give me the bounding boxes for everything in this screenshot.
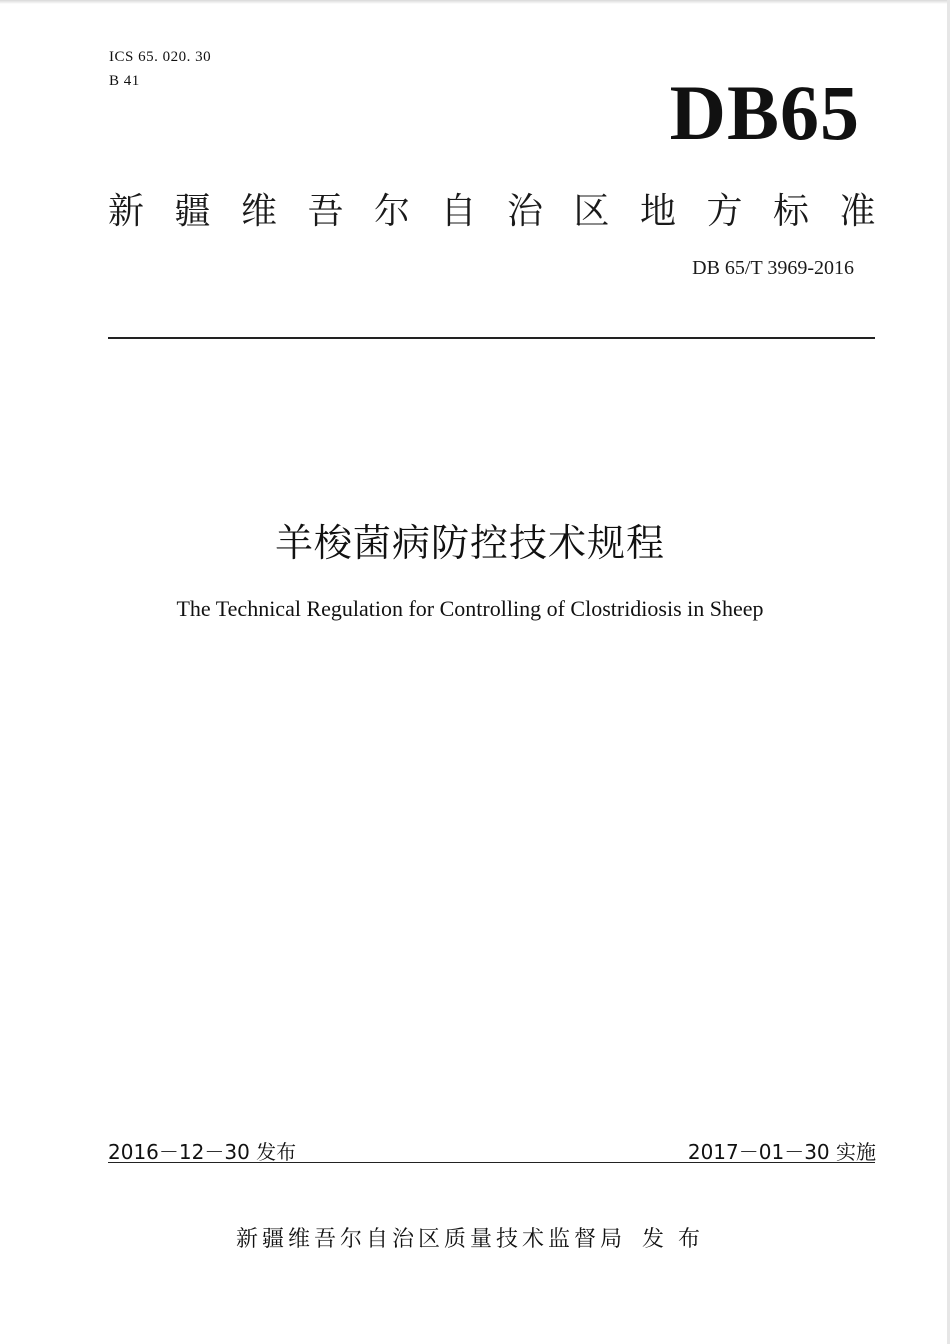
issue-date: 2016－12－30 发布 [108, 1140, 297, 1164]
publisher-name: 新疆维吾尔自治区质量技术监督局 [235, 1227, 626, 1252]
classification-codes [109, 46, 211, 94]
standard-type-heading: 新疆维吾尔自治区地方标准 [108, 191, 907, 232]
standard-number: DB 65/T 3969-2016 [692, 257, 854, 279]
scan-edge-top [0, 0, 950, 4]
ics-code: ICS 65. 020. 30 [109, 49, 212, 65]
document-title-english: The Technical Regulation for Controlling of Clostridiosis in Sheep [176, 596, 764, 621]
document-title-chinese: 羊梭菌病防控技术规程 [274, 521, 665, 565]
standard-code-logo: DB65 [669, 69, 860, 156]
header-divider [108, 337, 875, 339]
implementation-date: 2017－01－30 实施 [687, 1140, 876, 1164]
publisher-verb: 发布 [642, 1227, 715, 1252]
ccs-code: B 41 [109, 73, 140, 89]
publisher-line [0, 1222, 950, 1253]
footer-divider [108, 1162, 875, 1163]
